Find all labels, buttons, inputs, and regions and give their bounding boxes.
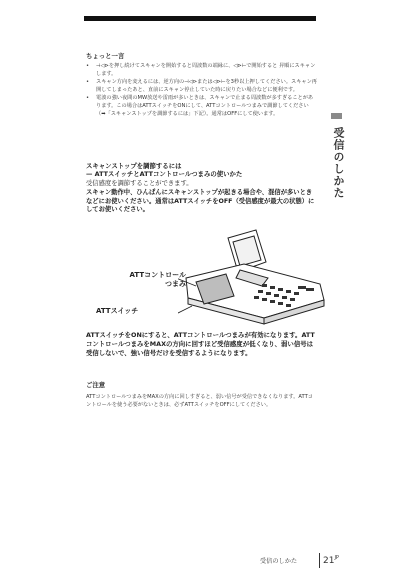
callout-att-knob [96, 271, 186, 289]
section-title: スキャンストップを調節するには [86, 162, 182, 170]
section-subtitle: — ATTスイッチとATTコントロールつまみの使いかた [86, 170, 243, 179]
tips-list [86, 63, 318, 119]
footer-divider [319, 553, 320, 568]
side-section-label: 受信のしかた [332, 127, 345, 199]
note-body: ATTコントロールつまみをMAXの方向に回しすぎると、弱い信号が受信できなくなります。ATTコントロールを使う必要がないときは、必ずATTスイッチをOFFにしてください。 [86, 394, 313, 408]
lead-intro: 受信感度を調節することができます。 [86, 180, 193, 187]
page-suffix: JP [334, 555, 339, 561]
callout-att-knob-line2: つまみ [165, 280, 186, 288]
footer-section-label: 受信のしかた [260, 558, 298, 565]
radio-illustration [178, 226, 328, 326]
lead-instruction: スキャン動作中、ひんぱんにスキャンストップが起きる場合や、混信が多いときなどにお使いください。通常はATTスイッチをOFF（受信感度が最大の状態）にしてお使いください。 [86, 188, 315, 214]
top-rule [84, 16, 316, 21]
page-number: $21^{JP}$ [323, 555, 339, 566]
side-tab-marker [331, 113, 342, 119]
callout-att-knob-line1: ATTコントロール [129, 271, 186, 279]
tips-list-item: • 電波の強い夜間のMW放送や雷雨が多いときは、スキャンで止まる周波数が多すぎることがあります。この場合はATTスイッチをONにして、ATTコントロールつまみで調節してください（➡「スキャンストップを調節するには」下記）。通常はOFFにして使います。 [86, 95, 314, 117]
section-lead [86, 180, 318, 215]
section-heading [86, 162, 318, 179]
bullet-icon: • [86, 63, 90, 69]
tips-list-item: • スキャン方向を変えるには、逆方向の⊣◁⊳または◁⊳⊢を3秒以上押してください。スキャン再開してしまったあと、直前にスキャン停止していた時に戻りたい場合などに便利です。 [86, 79, 317, 93]
tips-heading: ちょっと一言 [86, 52, 125, 60]
tips-list-item: • ⊣◁⊳を押し続けてスキャンを開始すると周波数の端縁に、◁⊳⊢で開始すると 昇順にスキャンします。 [86, 63, 316, 77]
result-paragraph: ATTスイッチをONにすると、ATTコントロールつまみが有効になります。ATTコントロールつまみをMAXの方向に回すほど受信感度が低くなり、弱い信号は受信しないで、強い信号だけを受信するようになります。 [86, 331, 315, 358]
callout-att-switch: ATTスイッチ [96, 307, 139, 315]
bullet-icon: • [86, 79, 90, 86]
page-footer [260, 553, 370, 569]
note-heading: ご注意 [86, 381, 106, 389]
bullet-icon: • [86, 95, 90, 102]
